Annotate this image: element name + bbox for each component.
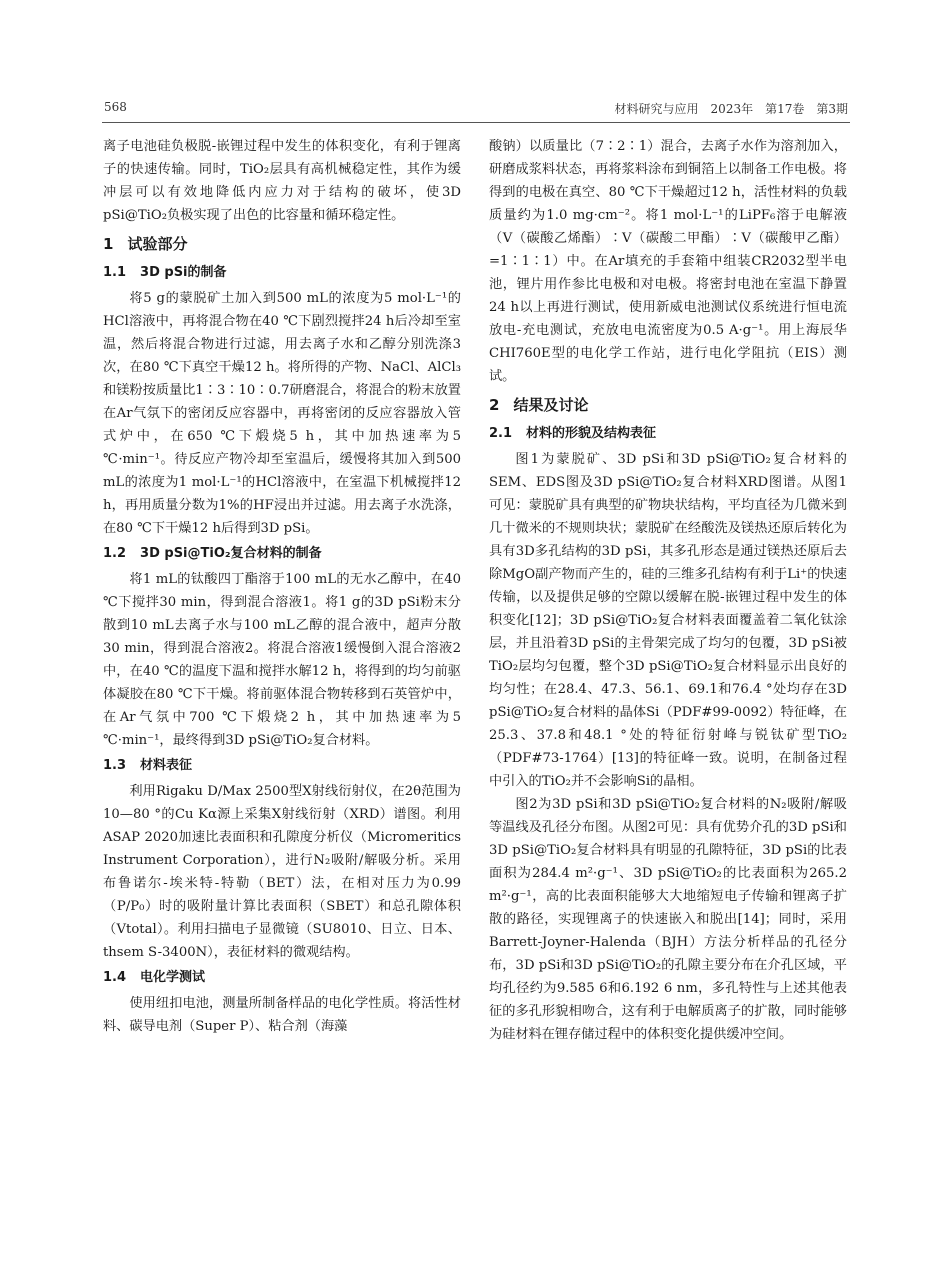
section-1-1-heading (103, 262, 461, 284)
section-1-2-paragraph: 将1 mL的钛酸四丁酯溶于100 mL的无水乙醇中，在40 ℃下搅拌30 min，得到混合溶液1。将1 g的3D pSi粉末分散到10 mL去离子水与100 mL乙醇的混合液中，超声分散30 min，得到混合溶液2。将混合溶液1缓慢倒入混合溶液2中，在40 ℃的温度下温和搅拌水解12 h，将得到的均匀前驱体凝胶在80 ℃下干燥。将前驱体混合物转移到石英管炉中，在Ar气氛中700 ℃下煅烧2 h，其中加热速率为5 ℃·min⁻¹，最终得到3D pSi@TiO₂复合材料。 (103, 572, 461, 748)
section-1-2-heading (103, 543, 461, 565)
section-1-heading (103, 232, 461, 256)
section-number: 2.1 (489, 426, 513, 441)
intro-paragraph: 离子电池硅负极脱-嵌锂过程中发生的体积变化，有利于锂离子的快速传输。同时，TiO₂层具有高机械稳定性，其作为缓冲层可以有效地降低内应力对于结构的破坏，使3D pSi@TiO₂负极实现了出色的比容量和循环稳定性。 (103, 139, 461, 223)
section-number: 1 (103, 235, 114, 253)
section-1-3-paragraph: 利用Rigaku D/Max 2500型X射线衍射仪，在2θ范围为10—80 °的Cu Kα源上采集X射线衍射（XRD）谱图。利用ASAP 2020加速比表面积和孔隙度分析仪（Micromeritics Instrument Corporation），进行N₂吸附/解吸分析。采用布鲁诺尔-埃米特-特勒（BET）法，在相对压力为0.99（P/P₀）时的吸附量计算比表面积（SBET）和总孔隙体积（Vtotal）。利用扫描电子显微镜（SU8010、日立、日本、thsem S-3400N），表征材料的微观结构。 (103, 784, 461, 960)
left-column (103, 135, 461, 1038)
section-title: 材料的形貌及结构表征 (526, 426, 657, 441)
journal-info: 材料研究与应用 2023年 第17卷 第3期 (614, 102, 848, 116)
right-column (489, 135, 847, 1046)
section-1-4-heading (103, 967, 461, 989)
section-number: 1.4 (103, 970, 127, 985)
running-header (102, 92, 850, 123)
section-title: 3D pSi@TiO₂复合材料的制备 (140, 546, 322, 561)
continued-paragraph: 酸钠）以质量比（7∶2∶1）混合，去离子水作为溶剂加入，研磨成浆料状态，再将浆料涂布到铜箔上以制备工作电极。将得到的电极在真空、80 ℃下干燥超过12 h，活性材料的负载质量约为1.0 mg·cm⁻²。将1 mol·L⁻¹的LiPF₆溶于电解液（V（碳酸乙烯酯）∶V（碳酸二甲酯）∶V（碳酸甲乙酯）=1∶1∶1）中。在Ar填充的手套箱中组装CR2032型半电池，锂片用作参比电极和对电极。将密封电池在室温下静置24 h以上再进行测试，使用新威电池测试仪系统进行恒电流放电-充电测试，充放电电流密度为0.5 A·g⁻¹。用上海辰华CHI760E型的电化学工作站，进行电化学阻抗（EIS）测试。 (489, 139, 847, 384)
section-title: 试验部分 (127, 235, 188, 253)
section-title: 电化学测试 (140, 970, 206, 985)
section-2-heading (489, 393, 847, 417)
section-1-1-paragraph: 将5 g的蒙脱矿土加入到500 mL的浓度为5 mol·L⁻¹的HCl溶液中，再将混合物在40 ℃下剧烈搅拌24 h后冷却至室温，然后将混合物进行过滤，用去离子水和乙醇分别洗涤3次，在80 ℃下真空干燥12 h。将所得的产物、NaCl、AlCl₃和镁粉按质量比1∶3∶10∶0.7研磨混合，将混合的粉末放置在Ar气氛下的密闭反应容器中，再将密闭的反应容器放入管式炉中，在650 ℃下煅烧5 h，其中加热速率为5 ℃·min⁻¹。待反应产物冷却至室温后，缓慢将其加入到500 mL的浓度为1 mol·L⁻¹的HCl溶液中，在室温下机械搅拌12 h，再用质量分数为1%的HF浸出并过滤。用去离子水洗涤，在80 ℃下干燥12 h后得到3D pSi。 (103, 291, 461, 536)
section-title: 材料表征 (140, 758, 193, 773)
section-title: 3D pSi的制备 (140, 265, 227, 280)
section-number: 2 (489, 396, 500, 414)
section-1-4-paragraph: 使用纽扣电池，测量所制备样品的电化学性质。将活性材料、碳导电剂（Super P）、粘合剂（海藻 (103, 996, 461, 1034)
section-number: 1.3 (103, 758, 127, 773)
section-number: 1.1 (103, 265, 127, 280)
section-2-1-paragraph-2: 图2为3D pSi和3D pSi@TiO₂复合材料的N₂吸附/解吸等温线及孔径分布图。从图2可见：具有优势介孔的3D pSi和3D pSi@TiO₂复合材料具有明显的孔隙特征，3D pSi的比表面积为284.4 m²·g⁻¹、3D pSi@TiO₂的比表面积为265.2 m²·g⁻¹，高的比表面积能够大大地缩短电子传输和锂离子扩散的路径，实现锂离子的快速嵌入和脱出[14]；同时，采用Barrett-Joyner-Halenda（BJH）方法分析样品的孔径分布，3D pSi和3D pSi@TiO₂的孔隙主要分布在介孔区域，平均孔径约为9.585 6和6.192 6 nm，多孔特性与上述其他表征的多孔形貌相吻合，这有利于电解质离子的扩散，同时能够为硅材料在锂存储过程中的体积变化提供缓冲空间。 (489, 797, 847, 1042)
section-2-1-heading (489, 423, 847, 445)
section-1-3-heading (103, 755, 461, 777)
section-2-1-paragraph-1: 图1为蒙脱矿、3D pSi和3D pSi@TiO₂复合材料的SEM、EDS图及3D pSi@TiO₂复合材料XRD图谱。从图1可见：蒙脱矿具有典型的矿物块状结构，平均直径为几微米到几十微米的不规则块状；蒙脱矿在经酸洗及镁热还原后转化为具有3D多孔结构的3D pSi，其多孔形态是通过镁热还原后去除MgO副产物而产生的，硅的三维多孔结构有利于Li⁺的快速传输，以及提供足够的空隙以缓解在脱-嵌锂过程中发生的体积变化[12]；3D pSi@TiO₂复合材料表面覆盖着二氧化钛涂层，并且沿着3D pSi的主骨架完成了均匀的包覆，3D pSi被TiO₂层均匀包覆，整个3D pSi@TiO₂复合材料显示出良好的均匀性；在28.4、47.3、56.1、69.1和76.4 °处均存在3D pSi@TiO₂复合材料的晶体Si（PDF#99-0092）特征峰，在25.3、37.8和48.1 °处的特征衍射峰与锐钛矿型TiO₂（PDF#73-1764）[13]的特征峰一致。说明，在制备过程中引入的TiO₂并不会影响Si的晶相。 (489, 452, 847, 789)
section-title: 结果及讨论 (513, 396, 589, 414)
section-number: 1.2 (103, 546, 127, 561)
page-number: 568 (104, 100, 127, 114)
